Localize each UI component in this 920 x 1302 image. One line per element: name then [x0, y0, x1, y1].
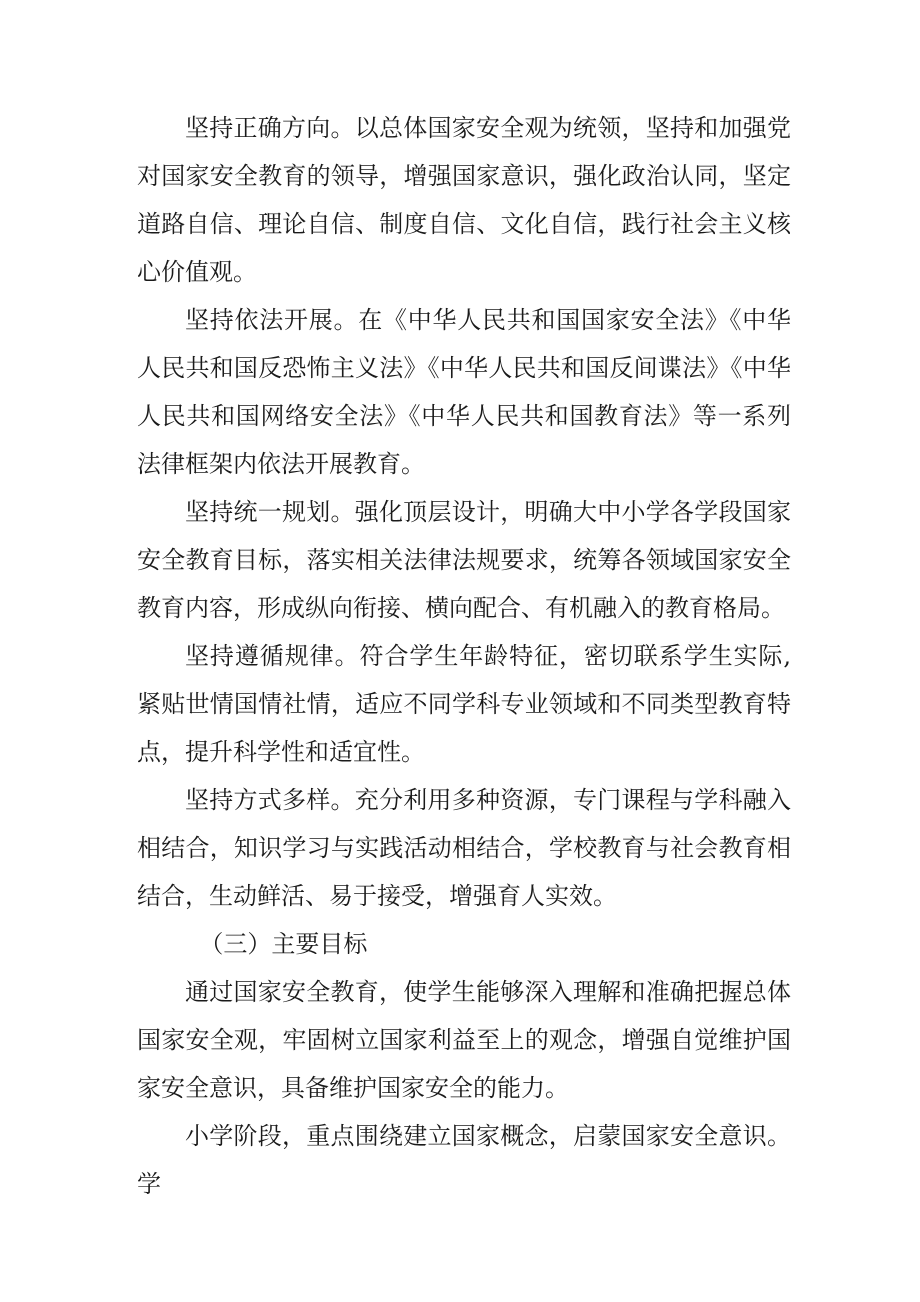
document-body [137, 104, 791, 1208]
paragraph-primary-school: 小学阶段，重点围绕建立国家概念，启蒙国家安全意识。学 [137, 1122, 791, 1198]
section-heading-main-goals: （三）主要目标 [199, 930, 368, 958]
paragraph-correct-direction: 坚持正确方向。以总体国家安全观为统领，坚持和加强党对国家安全教育的领导，增强国家意识，强化政治认同，坚定道路自信、理论自信、制度自信、文化自信，践行社会主义核心价值观。 [137, 114, 791, 286]
paragraph-follow-rules: 坚持遵循规律。符合学生年龄特征，密切联系学生实际,紧贴世情国情社情，适应不同学科专业领域和不同类型教育特点，提升科学性和适宜性。 [137, 642, 791, 766]
paragraph-unified-planning: 坚持统一规划。强化顶层设计，明确大中小学各学段国家安全教育目标，落实相关法律法规要求，统筹各领域国家安全教育内容，形成纵向衔接、横向配合、有机融入的教育格局。 [137, 498, 791, 622]
paragraph-lawful-conduct: 坚持依法开展。在《中华人民共和国国家安全法》《中华人民共和国反恐怖主义法》《中华人民共和国反间谍法》《中华人民共和国网络安全法》《中华人民共和国教育法》等一系列法律框架内依法开展教育。 [137, 306, 791, 478]
paragraph-goal-summary: 通过国家安全教育，使学生能够深入理解和准确把握总体国家安全观，牢固树立国家利益至上的观念，增强自觉维护国家安全意识，具备维护国家安全的能力。 [137, 978, 791, 1102]
paragraph-diverse-methods: 坚持方式多样。充分利用多种资源，专门课程与学科融入相结合，知识学习与实践活动相结合，学校教育与社会教育相结合，生动鲜活、易于接受，增强育人实效。 [137, 786, 791, 910]
